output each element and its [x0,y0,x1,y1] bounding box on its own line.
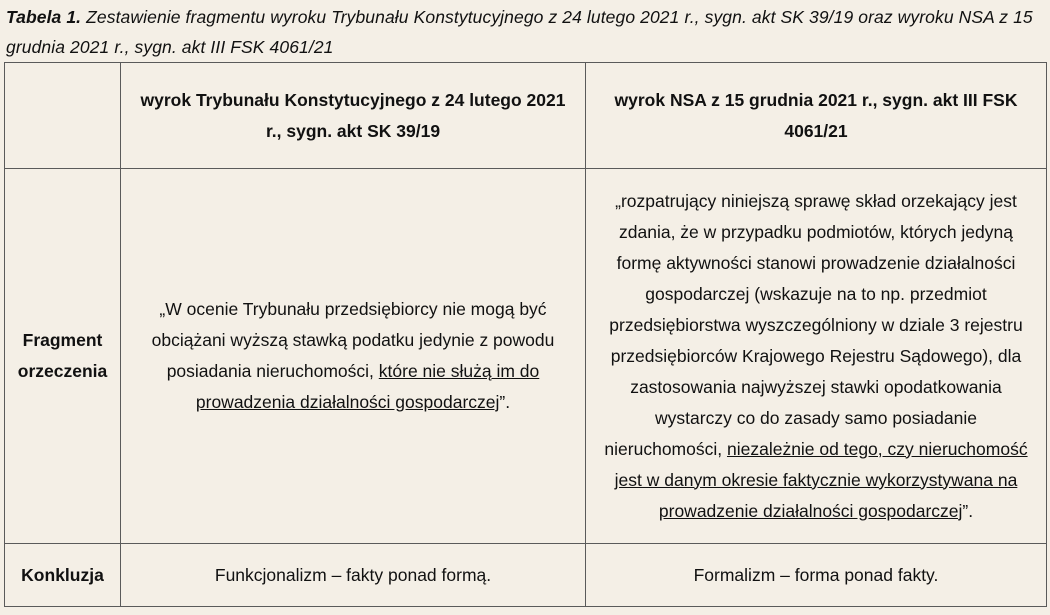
header-nsa-judgment: wyrok NSA z 15 grudnia 2021 r., sygn. akt III FSK 4061/21 [586,63,1047,169]
conclusion-tk-cell: Funkcjonalizm – fakty ponad formą. [121,544,586,607]
comparison-table [4,62,1047,607]
fragment-tk-cell [121,169,586,544]
header-corner-cell [5,63,121,169]
fragment-nsa-end: ”. [962,500,974,521]
caption-text: Zestawienie fragmentu wyroku Trybunału Konstytucyjnego z 24 lutego 2021 r., sygn. akt SK 39/19 oraz wyroku NSA z 15 grudnia 2021 r., sygn. akt III FSK 4061/21 [6,7,1033,57]
table-caption [6,2,1046,62]
header-tk-judgment: wyrok Trybunału Konstytucyjnego z 24 lutego 2021 r., sygn. akt SK 39/19 [121,63,586,169]
table-row-conclusion [5,544,1047,607]
caption-label: Tabela 1. [6,7,82,27]
row-label-fragment: Fragment orzeczenia [5,169,121,544]
fragment-nsa-underlined: niezależnie od tego, czy nieruchomość jest w danym okresie faktycznie wykorzystywana na prowadzenie działalności gospodarczej [614,438,1028,521]
table-row-fragment [5,169,1047,544]
fragment-tk-end: ”. [499,392,511,412]
fragment-nsa-text: „rozpatrujący niniejszą sprawę skład orzekający jest zdania, że w przypadku podmiotów, których jedyną formę aktywności stanowi prowadzenie działalności gospodarczej (wskazuje na to np. przedmiot przedsiębiorstwa wyszczególniony w dziale 3 rejestru przedsiębiorców Krajowego Rejestru Sądowego), dla zastosowania najwyższej stawki opodatkowania wystarczy co do zasady samo posiadanie nieruchomości, [604,190,1023,459]
fragment-tk-underlined: które nie służą im do prowadzenia działalności gospodarczej [195,361,540,412]
conclusion-nsa-cell: Formalizm – forma ponad fakty. [586,544,1047,607]
table-header-row [5,63,1047,169]
fragment-tk-text: „W ocenie Trybunału przedsiębiorcy nie mogą być obciążani wyższą stawką podatku jedynie z powodu posiadania nieruchomości, [151,299,555,381]
fragment-nsa-cell [586,169,1047,544]
row-label-conclusion: Konkluzja [5,544,121,607]
